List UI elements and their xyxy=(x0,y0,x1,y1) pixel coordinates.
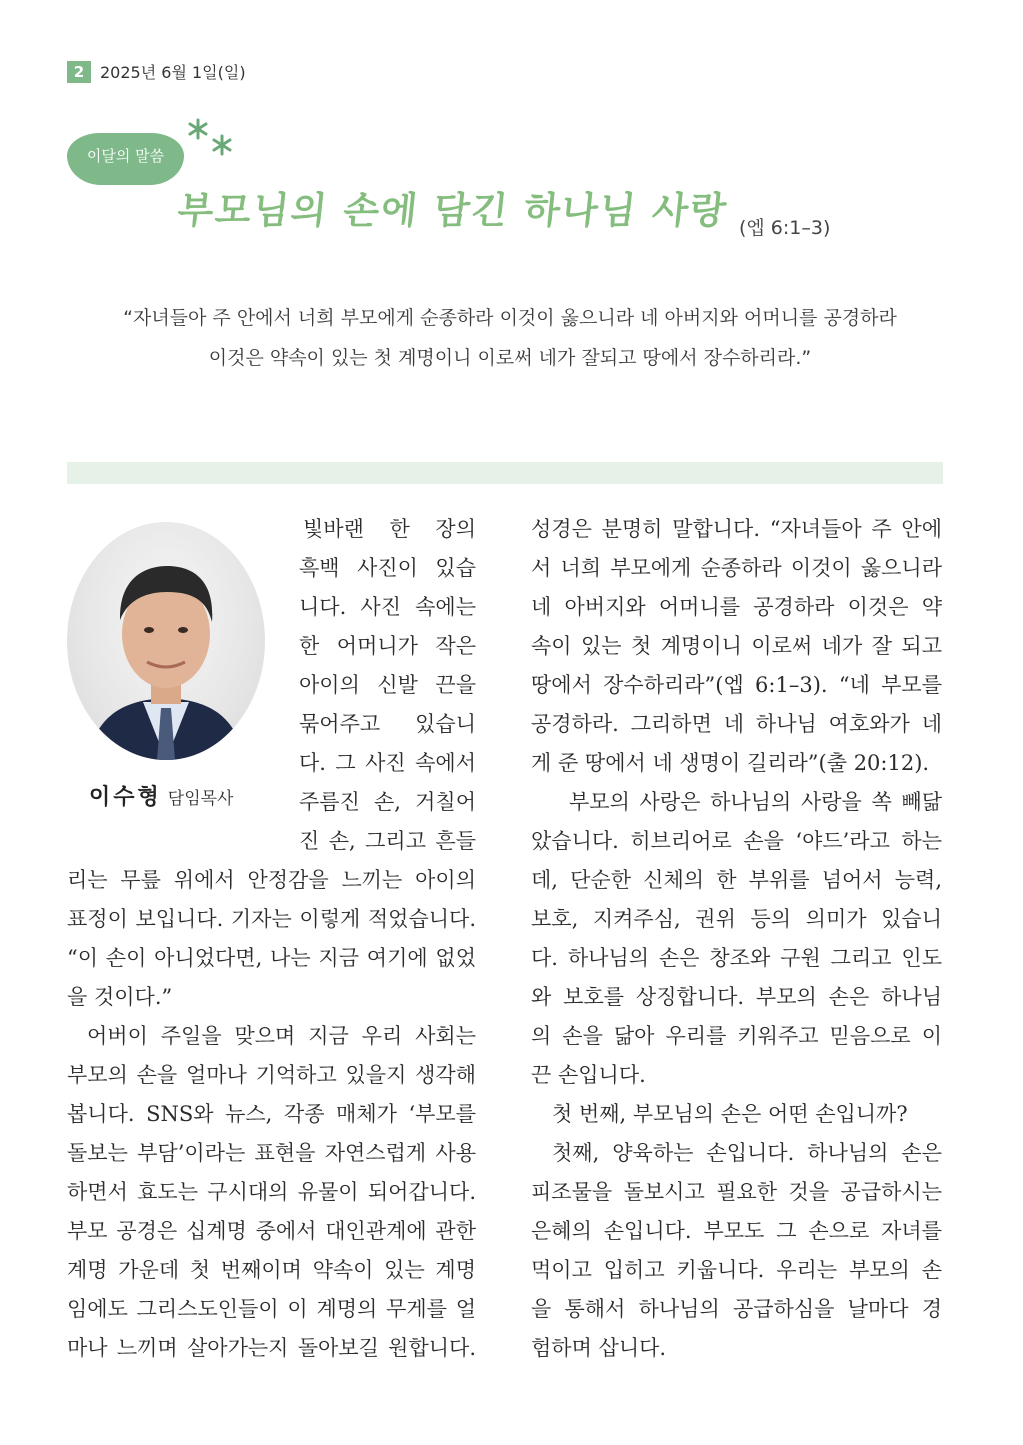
body-line: 게 준 땅에서 네 생명이 길리라”(출 20:12). xyxy=(531,751,930,775)
body-line: 돌보는 부담’이라는 표현을 자연스럽게 사용 xyxy=(67,1141,476,1165)
body-line: 표정이 보입니다. 기자는 이렇게 적었습니다. xyxy=(67,907,476,931)
article-title: 부모님의 손에 담긴 하나님 사랑 xyxy=(175,189,731,232)
body-line: 네 아버지와 어머니를 공경하라 이것은 약 xyxy=(531,595,942,619)
body-line: 아이의 신발 끈을 xyxy=(299,673,476,697)
author-byline xyxy=(89,780,233,811)
body-line: 흑백 사진이 있습 xyxy=(299,556,476,580)
body-line: 끈 손입니다. xyxy=(531,1063,646,1087)
body-line: 을 통해서 하나님의 공급하심을 날마다 경 xyxy=(531,1297,942,1321)
issue-date: 2025년 6월 1일(일) xyxy=(100,63,246,82)
body-line: 첫째, 양육하는 손입니다. 하나님의 손은 xyxy=(552,1141,942,1165)
page-number: 2 xyxy=(67,61,91,83)
scripture-quote-line: 이것은 약속이 있는 첫 계명이니 이로써 네가 잘되고 땅에서 장수하리라.” xyxy=(208,347,812,369)
body-line: 한 어머니가 작은 xyxy=(299,634,476,658)
scripture-quote-line: “자녀들아 주 안에서 너희 부모에게 순종하라 이것이 옳으니라 네 아버지와 어머니를 공경하라 xyxy=(123,307,897,329)
body-line: 은혜의 손입니다. 부모도 그 손으로 자녀를 xyxy=(531,1219,942,1243)
body-line: 부모 공경은 십계명 중에서 대인관계에 관한 xyxy=(67,1219,476,1243)
author-photo xyxy=(67,522,265,760)
body-line: 공경하라. 그리하면 네 하나님 여호와가 네 xyxy=(531,712,942,736)
body-line: 먹이고 입히고 키웁니다. 우리는 부모의 손 xyxy=(531,1258,942,1282)
body-line: 하면서 효도는 구시대의 유물이 되어갑니다. xyxy=(67,1180,476,1204)
body-line: 다. 그 사진 속에서 xyxy=(299,751,476,775)
body-line: 다. 하나님의 손은 창조와 구원 그리고 인도 xyxy=(531,946,942,970)
body-line: 빛바랜 한 장의 xyxy=(303,517,476,541)
body-line: 계명 가운데 첫 번째이며 약속이 있는 계명 xyxy=(67,1258,476,1282)
body-line: 데, 단순한 신체의 한 부위를 넘어서 능력, xyxy=(531,868,942,892)
body-line: 보호, 지켜주심, 권위 등의 의미가 있습니 xyxy=(531,907,942,931)
body-line: “이 손이 아니었다면, 나는 지금 여기에 없었 xyxy=(67,946,476,970)
body-line: 주름진 손, 거칠어 xyxy=(299,790,476,814)
body-line: 의 손을 닮아 우리를 키워주고 믿음으로 이 xyxy=(531,1024,942,1048)
section-badge: 이달의 말씀 xyxy=(67,133,184,185)
body-line: 진 손, 그리고 흔들 xyxy=(299,829,476,853)
body-line: 리는 무릎 위에서 안정감을 느끼는 아이의 xyxy=(67,868,476,892)
body-line: 을 것이다.” xyxy=(67,985,173,1009)
body-line: 서 너희 부모에게 순종하라 이것이 옳으니라 xyxy=(531,556,942,580)
author-name: 이수형 xyxy=(89,785,162,810)
author-role: 담임목사 xyxy=(167,789,234,809)
body-line: 마나 느끼며 살아가는지 돌아보길 원합니다. xyxy=(67,1336,476,1360)
body-line: 성경은 분명히 말합니다. “자녀들아 주 안에 xyxy=(531,517,942,541)
scripture-reference: (엡 6:1–3) xyxy=(739,217,831,239)
body-line: 니다. 사진 속에는 xyxy=(299,595,476,619)
body-line: 봅니다. SNS와 뉴스, 각종 매체가 ‘부모를 xyxy=(67,1102,476,1126)
body-line: 땅에서 장수하리라”(엡 6:1–3). “네 부모를 xyxy=(531,673,942,697)
body-line: 피조물을 돌보시고 필요한 것을 공급하시는 xyxy=(531,1180,942,1204)
body-line: 속이 있는 첫 계명이니 이로써 네가 잘 되고 xyxy=(531,634,942,658)
body-line: 부모의 사랑은 하나님의 사랑을 쏙 빼닮 xyxy=(569,790,942,814)
body-line: 묶어주고 있습니 xyxy=(299,712,476,736)
body-line: 어버이 주일을 맞으며 지금 우리 사회는 xyxy=(87,1024,476,1048)
body-line: 험하며 삽니다. xyxy=(531,1336,667,1360)
body-line: 첫 번째, 부모님의 손은 어떤 손입니까? xyxy=(552,1102,908,1126)
page-header xyxy=(67,60,246,83)
asterisk-icon xyxy=(186,116,238,160)
body-line: 부모의 손을 얼마나 기억하고 있을지 생각해 xyxy=(67,1063,476,1087)
body-line: 임에도 그리스도인들이 이 계명의 무게를 얼 xyxy=(67,1297,476,1321)
body-line: 와 보호를 상징합니다. 부모의 손은 하나님 xyxy=(531,985,942,1009)
body-line: 았습니다. 히브리어로 손을 ‘야드’라고 하는 xyxy=(531,829,942,853)
divider-band xyxy=(67,462,943,484)
